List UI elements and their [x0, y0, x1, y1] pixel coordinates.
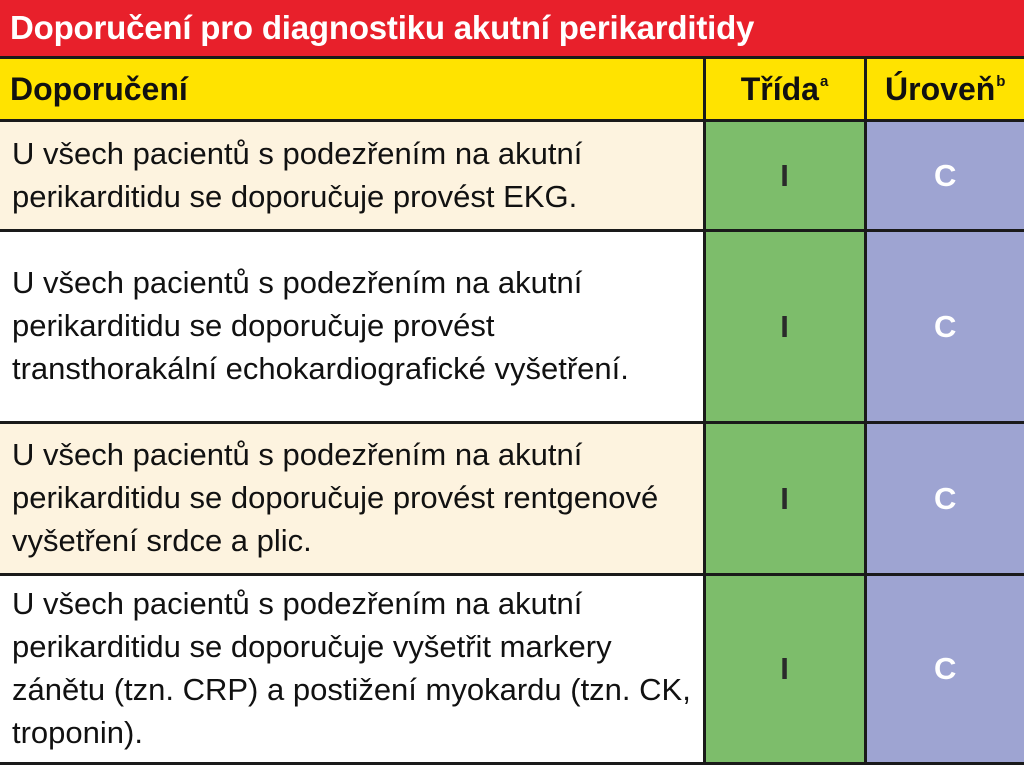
class-value: I	[704, 423, 865, 575]
table-header-row	[0, 58, 1024, 121]
level-value: C	[865, 575, 1024, 764]
level-value: C	[865, 231, 1024, 423]
class-value: I	[704, 231, 865, 423]
level-value: C	[865, 423, 1024, 575]
header-class	[704, 58, 865, 121]
header-level	[865, 58, 1024, 121]
header-level-footnote: b	[996, 72, 1006, 90]
table-row	[0, 423, 1024, 575]
level-value: C	[865, 121, 1024, 231]
recommendation-text: U všech pacientů s podezřením na akutní perikarditidu se doporučuje provést EKG.	[0, 121, 704, 231]
table-title: Doporučení pro diagnostiku akutní perikarditidy	[0, 0, 1024, 56]
header-class-footnote: a	[819, 72, 829, 90]
header-recommendation-label: Doporučení	[10, 70, 188, 107]
table-row	[0, 121, 1024, 231]
table-row	[0, 575, 1024, 764]
recommendation-table	[0, 56, 1024, 765]
class-value: I	[704, 575, 865, 764]
recommendation-text: U všech pacientů s podezřením na akutní perikarditidu se doporučuje provést rentgenové vyšetření srdce a plic.	[0, 423, 704, 575]
recommendation-text: U všech pacientů s podezřením na akutní perikarditidu se doporučuje provést transthorakální echokardiografické vyšetření.	[0, 231, 704, 423]
recommendation-text: U všech pacientů s podezřením na akutní perikarditidu se doporučuje vyšetřit markery zánětu (tzn. CRP) a postižení myokardu (tzn. CK, troponin).	[0, 575, 704, 764]
table-row	[0, 231, 1024, 423]
header-level-label: Úroveň	[885, 70, 996, 107]
class-value: I	[704, 121, 865, 231]
header-class-label: Třída	[740, 70, 819, 107]
header-recommendation	[0, 58, 704, 121]
